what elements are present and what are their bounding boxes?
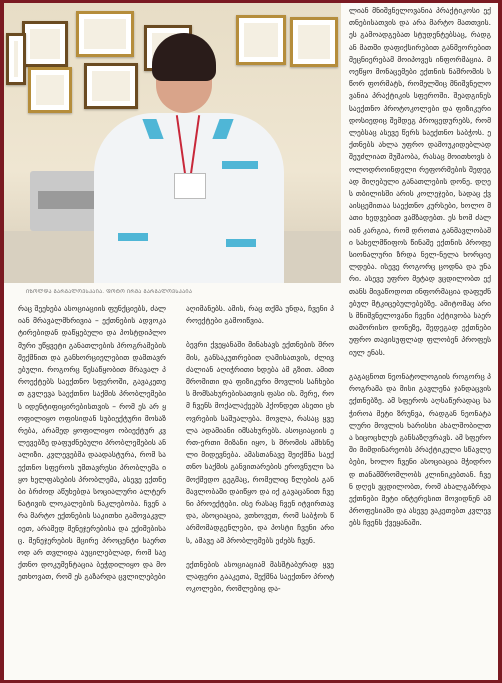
- wall-certificate: [22, 21, 68, 67]
- article-paragraph: გაგაცნოთ ნეონატოლოგიის როგორც პროგრამა და მისი გავლენა ჯანდაცვის ექთნებზე. ამ სფეროს აღსაწერადაც საჭიროა მეტი ზრუნვა, რადგან ნეონატალური მოვლის ხარისხი ახალშობილთა სიცოცხლეს განსაზღვრავს. ამ სფეროში მიმდინარეობს პრაქტიკული სწავლებები, ხოლო ჩვენი ასოციაცია მჭიდროდ თანამშრომლობს კლინიკებთან. ჩვენ დღეს ვცდილობთ, რომ ახალგაზრდა ექთნები მეტი ინტერესით მოვიდნენ ამ პროფესიაში და ასევე ვაკეთებთ კვლევებს ჩვენს ქვეყანაში.: [349, 371, 492, 528]
- article-paragraph: ბევრი ქვეყანაში მინახავს ექთნების შრომის, განსაკუთრებით ღამისათვის, ძლივ ძალიან აღიჭრითი ხდება ამ გზით. ამით შრომითი და ფიზიკური მოვლის საჩხების მომსახურებისათვის ფასი ის. მერე, რომ ჩვენს მოქალაქეებს ჰქონდეთ ასეთი ცხოვრების საშუალება. მოვლა, რასაც ყველა ადამიანი იმსახურებს. ასოციაციის ერთ-ერთი მიზანი იყო, ს შრომის ამხსნელი მიდევნება. ამასთანავე შეიქმნა საექთნო საქმის განვითარების ეროვნული სამოქმედო გეგმაც, რომელიც წლების განმავლობაში დაიწყო და იქ გავაცანით ჩვენი პროექტები. ისე რასაც ჩვენ იტვირთავდა, ასოციაცია, ვთხოვეთ, რომ საბჭოს წარმომადგენლები, და პოსტი ჩვენი არის, ამავე ამ პრობლემებს ეძებს ჩვენ.: [186, 340, 334, 545]
- wall-certificate: [6, 33, 26, 85]
- article-paragraph: აღიმანებს. ამის, რაც თქმა უნდა, ჩვენი პროექტები გამოიწვია.: [186, 304, 334, 326]
- magazine-page: [4, 3, 498, 680]
- photo-caption: ᲘᲖᲝᲚᲓᲐ ᲒᲐᲠᲒᲐᲚᲝᲕᲡᲙᲐᲘᲐ. ᲤᲝᲢᲝ ᲘᲠᲛᲐ ᲒᲐᲠᲒᲐᲚᲝᲕᲡᲙᲐᲘᲐ: [26, 289, 193, 295]
- nurse-portrait: [94, 33, 284, 283]
- article-paragraph: ლიან მნიშვნელოვანია პრაქტიკოსი ექთნებისათვის და არა მარტო მათთვის. ეს გამოადგებათ სტუდენტებსაც, რადგან მათში დაფიქსირებით განმეორებით მეცნიერებამ მოიპოვეს ინფორმაცია. მოეწყო მონაცემები ექთნის ნაშრომის სწორ ფორმატს, რომელშიც მნიშვნელოვანია პრაქტიკის სფეროში. შეადგინეს საექთნო პროტოკოლები და ფიზიკური დოსიედიც შემდეგ პროცედურებს, რომლებსაც ასევე წერს საექთნო საბჭოს. ექთნებს ახლა უფრო დამოუკიდებლად შეუძლიათ მუშაობა, რასაც მოითხოვს ბოლოდროინდელი რეფორმების შედეგად მიღებული განათლების დონე. დღეს თბილისში არის კოლეჯები, სადაც ქვაისცემითაა საექთნო კურსები, ხოლო მათი ხედვებით ვამზადებთ. ეს ხომ ძალიან კარგია, რომ დროთა განმავლობაში სახელმწიფოს წინაშე ექთნის პროფესიონალური ზრდა ნელ-ნელა ხორციელდება. ისევე როგორც ცოდნა და უნარი. ასევე უფრო მეტად ვცდილობთ ექთანს მივაწოდოთ ინფორმაცია დაფუძნებულ მტკიცებულებებზე. ამიტომაც არის მნიშვნელოვანი ჩვენი აქტივობა საერთაშორისო დონეზე, შედეგად ექთნები უფრო თავისუფლად ფლობენ პროფესიულ ენას.: [349, 6, 491, 357]
- printer: [30, 171, 104, 231]
- article-paragraph: რაც შეეხება ასოციაციის ფუნქციებს, ძალიან მრავალმხრივია – ექთნების ადვოკატირებიდან დაწყებული და პოსტდიპლომური უწყვეტი განათლების პროგრამების შექმნით და განხორციელებით დამთავრებული. როგორც წესაწყობით მრავალ პროექტებს საექთნო სფეროში, გავაკეთეთ გვლევა საექთნო საქმის პრობლემების იდენტიფიცირებისთვის – რომ ეს არ ყოფილიყო ოფისიდან სუბიექტური მოსაზრება, არამედ ყოფილიყო ობიექტურ კვლევებზე დაფუძნებული პრობლემების ანალიზი. კვლევებმა დაადასტურა, რომ საექთნო სფეროს უმთავრესი პრობლემა იყო ხელფასების პრობლემა, ასევე ექთნები ბრძოდ აწუხებდა სოციალური ალტერნატივის ლოკალების ნაკლებობა. ჩვენ არა მარტო ექთნების საკითხი გამოვაკვლიეთ, არამედ მენეჯერებისა და ექიმებისაც. მენეჯერების მცირე პროცენტი საერთოდ არ თვლიდა აუცილებლად, რომ საექთნო დოკუმენტაცია ბეჭდილიყო და მოეთხოვათ, რომ ეს გაზარდა ცვლილებები: [18, 304, 166, 582]
- name-badge: [174, 173, 206, 199]
- article-column-2: [186, 303, 334, 595]
- wall-certificate: [290, 17, 338, 67]
- wall-certificate: [28, 67, 72, 113]
- article-column-1: [18, 303, 166, 584]
- article-photo: [4, 3, 341, 283]
- article-column-3: [349, 5, 491, 530]
- article-paragraph: ექთნების ასოციაციამ მასშტაბურად ყველაფერი გააკეთა, შექმნა საექთნო პროტოკოლები, რომლებიც და-: [186, 559, 334, 594]
